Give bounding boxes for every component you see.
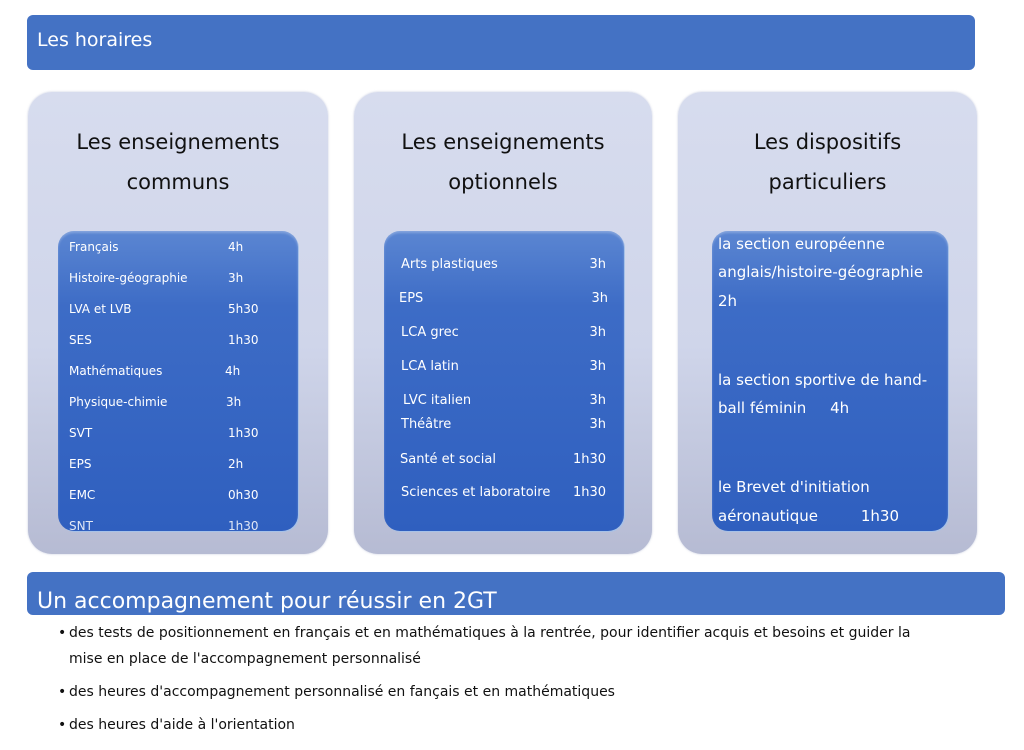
schedule-box-optionnels	[384, 231, 624, 531]
hours-value: 3h	[589, 417, 606, 432]
list-item	[58, 620, 998, 672]
list-item-text: des heures d'accompagnement personnalisé en fançais et en mathématiques	[69, 684, 615, 700]
schedule-box-communs	[58, 231, 298, 531]
subject-label: LVC italien	[403, 393, 472, 408]
list-item-text: des heures d'aide à l'orientation	[69, 717, 295, 733]
subject-label: Physique-chimie	[69, 395, 168, 409]
hours-value: 3h	[228, 271, 244, 285]
card-enseignements-optionnels	[354, 92, 652, 554]
card-title	[354, 122, 652, 202]
card-dispositifs-particuliers	[678, 92, 977, 554]
dispositif-text: la section sportive de hand-	[718, 371, 928, 389]
card-title-line: Les dispositifs	[753, 130, 902, 154]
bullet-icon: •	[58, 625, 67, 641]
subject-label: Théâtre	[401, 417, 452, 432]
hours-value: 4h	[225, 364, 241, 378]
subject-label: LVA et LVB	[69, 302, 132, 316]
subject-label: SNT	[69, 519, 93, 533]
subject-label: LCA latin	[401, 359, 459, 374]
list-item	[58, 679, 998, 705]
list-item	[58, 712, 998, 738]
dispositif-text: ball féminin 4h	[718, 399, 850, 417]
subject-label: Sciences et laboratoire	[401, 485, 551, 500]
subject-label: Arts plastiques	[401, 257, 498, 272]
subject-label: Santé et social	[400, 452, 496, 467]
hours-value: 3h	[591, 291, 608, 306]
subject-label: EMC	[69, 488, 96, 502]
subject-label: Français	[69, 240, 119, 254]
hours-value: 3h	[226, 395, 242, 409]
hours-value: 3h	[589, 257, 606, 272]
hours-value: 4h	[228, 240, 244, 254]
section-title: Les horaires	[37, 29, 153, 51]
bullet-icon: •	[58, 717, 67, 733]
hours-value: 1h30	[228, 519, 259, 533]
subject-label: LCA grec	[401, 325, 459, 340]
dispositif-text: aéronautique 1h30	[718, 507, 899, 525]
card-title-line: optionnels	[448, 170, 558, 194]
dispositif-text: la section européenne	[718, 235, 885, 253]
bullet-list	[58, 620, 998, 745]
bullet-icon: •	[58, 684, 67, 700]
hours-value: 1h30	[572, 485, 606, 500]
card-title	[28, 122, 328, 202]
hours-value: 3h	[589, 393, 606, 408]
hours-value: 2h	[228, 457, 244, 471]
card-enseignements-communs	[28, 92, 328, 554]
subject-label: Histoire-géographie	[69, 271, 188, 285]
card-title-line: communs	[126, 170, 230, 194]
hours-value: 5h30	[228, 302, 259, 316]
hours-value: 3h	[589, 359, 606, 374]
subject-label: EPS	[399, 291, 424, 306]
card-title	[678, 122, 977, 202]
subject-label: SES	[69, 333, 92, 347]
section-title: Un accompagnement pour réussir en 2GT	[37, 589, 497, 614]
dispositif-text: le Brevet d'initiation	[718, 478, 870, 496]
hours-value: 1h30	[228, 333, 259, 347]
hours-value: 0h30	[228, 488, 259, 502]
card-title-line: Les enseignements	[401, 130, 605, 154]
list-item-text: mise en place de l'accompagnement personnalisé	[69, 651, 421, 667]
schedule-box-dispositifs	[712, 231, 948, 531]
section-header-accompagnement	[27, 572, 1005, 615]
list-item-text: des tests de positionnement en français et en mathématiques à la rentrée, pour identifier acquis et besoins et guider la	[69, 625, 911, 641]
subject-label: SVT	[69, 426, 93, 440]
card-title-line: Les enseignements	[76, 130, 280, 154]
hours-value: 3h	[589, 325, 606, 340]
card-title-line: particuliers	[768, 170, 887, 194]
subject-label: EPS	[69, 457, 92, 471]
hours-value: 1h30	[228, 426, 259, 440]
subject-label: Mathématiques	[69, 364, 163, 378]
hours-value: 1h30	[572, 452, 606, 467]
section-header-horaires	[27, 15, 975, 70]
dispositif-hours: 2h	[718, 292, 738, 310]
dispositif-text: anglais/histoire-géographie	[718, 263, 924, 281]
